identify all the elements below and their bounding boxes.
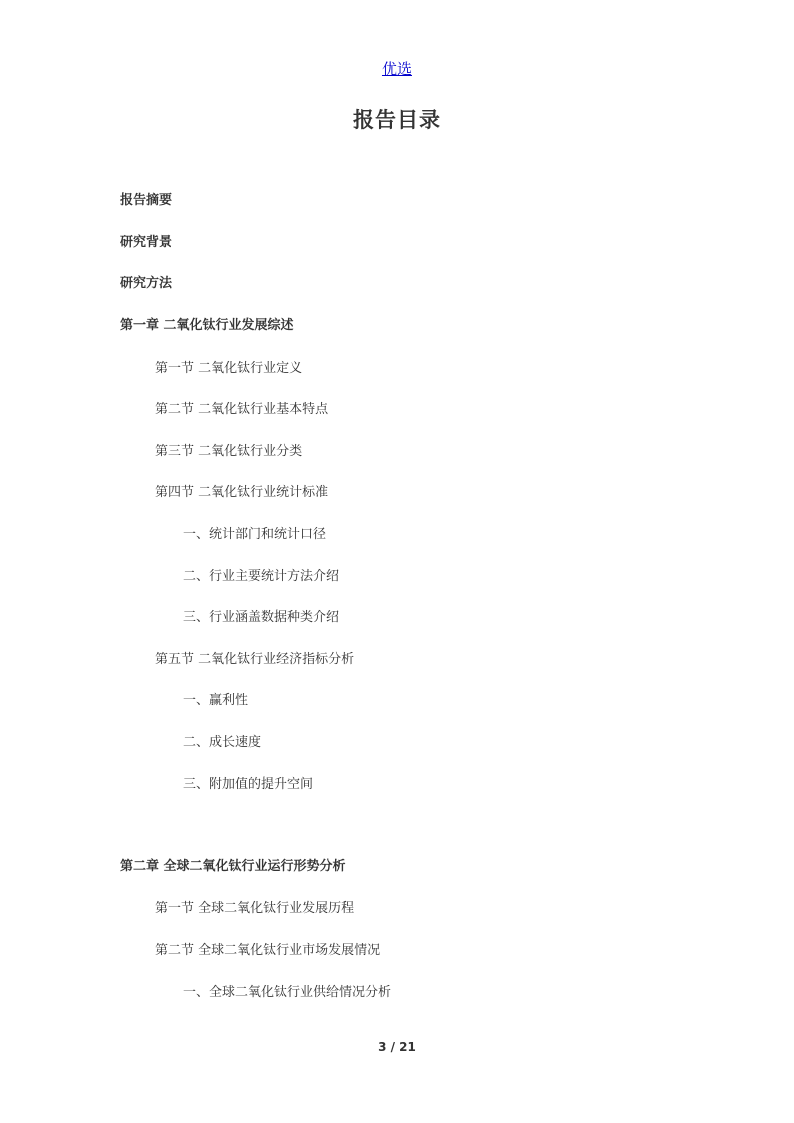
header-link[interactable]: 优选 — [381, 60, 412, 78]
toc-entry: 研究背景 — [120, 235, 173, 250]
toc-entry: 一、赢利性 — [183, 693, 249, 708]
page-number: 3 / 21 — [378, 1040, 416, 1054]
toc-entry: 第二节 全球二氧化钛行业市场发展情况 — [155, 943, 381, 958]
toc-entry: 第一节 全球二氧化钛行业发展历程 — [155, 901, 355, 916]
toc-entry: 一、统计部门和统计口径 — [183, 527, 327, 542]
toc-entry: 二、成长速度 — [183, 735, 262, 750]
toc-entry: 第二章 全球二氧化钛行业运行形势分析 — [120, 859, 346, 874]
page-title: 报告目录 — [353, 108, 441, 132]
toc-entry: 一、全球二氧化钛行业供给情况分析 — [183, 985, 392, 1000]
toc-entry: 第一章 二氧化钛行业发展综述 — [120, 318, 294, 333]
toc-entry: 研究方法 — [120, 276, 173, 291]
toc-entry: 第四节 二氧化钛行业统计标准 — [155, 485, 329, 500]
toc-entry: 报告摘要 — [120, 193, 173, 208]
toc-entry: 第三节 二氧化钛行业分类 — [155, 444, 303, 459]
toc-entry: 二、行业主要统计方法介绍 — [183, 569, 340, 584]
toc-entry: 第一节 二氧化钛行业定义 — [155, 361, 303, 376]
toc-entry: 第二节 二氧化钛行业基本特点 — [155, 402, 329, 417]
toc-entry: 第五节 二氧化钛行业经济指标分析 — [155, 652, 355, 667]
toc-entry: 三、附加值的提升空间 — [183, 777, 314, 792]
toc-entry: 三、行业涵盖数据种类介绍 — [183, 610, 340, 625]
